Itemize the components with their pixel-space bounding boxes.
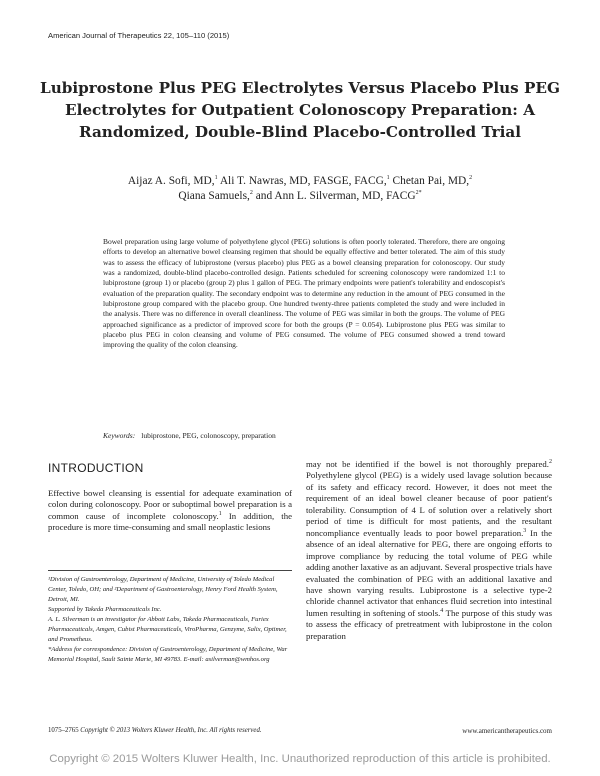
keywords-value: lubiprostone, PEG, colonoscopy, preparation [141, 431, 276, 440]
body-text: In the absence of an ideal alternative for PEG, there are ongoing efforts to improve compliance by reducing the total volume of PEG while adding another laxative as an adjuvant. Several prospective trials have evaluated the combination of PEG with an additional laxative and have shown varying results. Lubiprostone is a selective type-2 chloride channel activator that enhances fluid secretion into intestinal lumen resulting in softening of stools. [306, 527, 552, 618]
body-column-right [306, 459, 552, 642]
footnote-disclosure: A. L. Silverman is an investigator for Abbott Labs, Takeda Pharmaceuticals, Furiex Pharmaceuticals, Amgen, Cubist Pharmaceuticals, ViroPharma, Genzyme, Salix, Optimer, and Prometheus. [48, 616, 287, 643]
keywords [103, 431, 505, 440]
author-name: Chetan Pai, MD, [392, 175, 470, 187]
footer-copyright [48, 727, 262, 734]
body-text: Polyethylene glycol (PEG) is a widely used lavage solution because of its safety and efficacy record. However, it does not meet the requirement of an ideal bowel cleaner because of poor patient's tolerability. Consumption of 4 L of solution over a relatively short period of time is difficult for most patients, and the resultant noncompliance eventually leads to poor bowel preparation. [306, 470, 552, 538]
citation-ref: 2 [549, 459, 552, 466]
footnotes [48, 570, 292, 665]
footer-website[interactable]: www.americantherapeutics.com [462, 727, 552, 735]
citation-ref: 3 [523, 527, 527, 534]
body-column-left [48, 488, 292, 534]
author-affiliation: 2 [469, 175, 473, 182]
section-heading-introduction: INTRODUCTION [48, 461, 144, 475]
author-affiliation: 1 [386, 175, 390, 182]
author-affiliation: 2 [249, 190, 253, 197]
copyright-notice: Copyright © 2015 Wolters Kluwer Health, Inc. Unauthorized reproduction of this article is prohibited. [49, 753, 551, 765]
article-title: Lubiprostone Plus PEG Electrolytes Versus Placebo Plus PEG Electrolytes for Outpatient Colonoscopy Preparation: A Randomized, Double-Blind Placebo-Controlled Trial [40, 79, 560, 141]
author-line-2 [60, 189, 540, 204]
body-text: may not be identified if the bowel is not thoroughly prepared. [306, 459, 549, 469]
author-line-1 [60, 174, 540, 189]
author-name: Aijaz A. Sofi, MD, [127, 175, 215, 187]
journal-citation: American Journal of Therapeutics 22, 105–110 (2015) [48, 31, 230, 40]
footnote-correspondence: *Address for correspondence: Division of Gastroenterology, Department of Medicine, War Memorial Hospital, Sault Sainte Marie, MI 49783. E-mail: asilverman@wmhos.org [48, 646, 288, 663]
issn: 1075–2765 [48, 727, 79, 734]
keywords-label: Keywords: [103, 431, 136, 440]
footnote-affiliations: ¹Division of Gastroenterology, Department of Medicine, University of Toledo Medical Center, Toledo, OH; and ²Department of Gastroenterology, Henry Ford Health System, Detroit, MI. [48, 576, 278, 603]
body-text: In addition, the procedure is more time-consuming and small neoplastic lesions [48, 510, 292, 533]
body-text: The purpose of this study was to assess the efficacy of pretreatment with lubiprostone in the colon preparation [306, 607, 552, 641]
author-affiliation: 2* [415, 190, 422, 197]
author-name: Ali T. Nawras, MD, FASGE, FACG, [219, 175, 387, 187]
author-name: Qiana Samuels, [178, 190, 250, 202]
footnote-funding: Supported by Takeda Pharmaceuticals Inc. [48, 606, 162, 613]
footer-copyright-text: Copyright © 2013 Wolters Kluwer Health, Inc. All rights reserved. [80, 727, 262, 734]
author-name: and Ann L. Silverman, MD, FACG [255, 190, 416, 202]
author-affiliation: 1 [214, 175, 218, 182]
citation-ref: 1 [218, 511, 222, 517]
author-list [60, 174, 540, 204]
abstract: Bowel preparation using large volume of polyethylene glycol (PEG) solutions is often poorly tolerated. Therefore, there are ongoing efforts to develop an alternative bowel cleansing regimen that should be equally effective and better tolerated. The aim of this study was to assess the efficacy of lubiprostone (versus placebo) plus PEG as a bowel cleansing preparation for colonoscopy. Our study was a randomized, double-blind placebo-controlled design. Patients scheduled for screening colonoscopy were randomized 1:1 to lubiprostone (group 1) or placebo (group 2) plus 1 gallon of PEG. The primary endpoints were patient's tolerability and endoscopist's evaluation of the preparation quality. The secondary endpoint was to determine any reduction in the amount of PEG consumed in the lubiprostone group compared with the placebo group. One hundred twenty-three patients completed the study and were included in the analysis. There was no difference in overall cleanliness. The volume of PEG was similar in both the groups. The volume of PEG approached significance as a predictor of improved score for both the groups (P = 0.054). Lubiprostone plus PEG was similar to placebo plus PEG in colon cleansing and volume of PEG consumed. The volume of PEG consumed showed a trend toward improving the quality of the colon cleansing. [103, 237, 505, 350]
citation-ref: 4 [440, 607, 444, 614]
body-text: Effective bowel cleansing is essential for adequate examination of colon during colonoscopy. Poor or suboptimal bowel preparation is a common cause of incomplete colonoscopy. [48, 488, 292, 521]
